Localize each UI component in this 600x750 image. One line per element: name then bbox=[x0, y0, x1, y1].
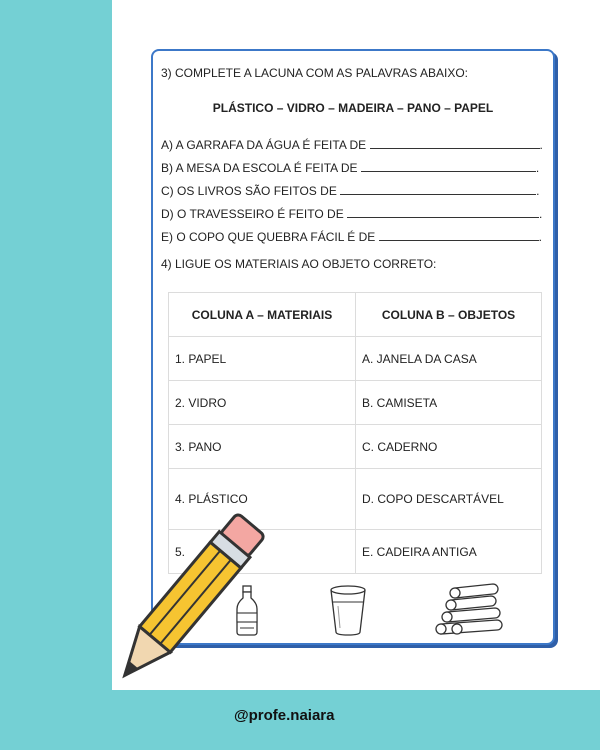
object-cell[interactable]: E. CADEIRA ANTIGA bbox=[356, 530, 542, 574]
pencil-illustration bbox=[100, 505, 270, 700]
period: . bbox=[539, 138, 543, 152]
fill-item-text: E) O COPO QUE QUEBRA FÁCIL É DE bbox=[161, 230, 376, 244]
period: . bbox=[536, 184, 540, 198]
period: . bbox=[538, 230, 542, 244]
fill-item-c bbox=[161, 184, 540, 198]
column-a-header: COLUNA A – MATERIAIS bbox=[169, 293, 356, 337]
table-header-row bbox=[169, 293, 542, 337]
period: . bbox=[535, 161, 540, 175]
column-b-header: COLUNA B – OBJETOS bbox=[356, 293, 542, 337]
fill-item-a bbox=[161, 138, 543, 152]
fill-item-text: C) OS LIVROS SÃO FEITOS DE bbox=[161, 184, 337, 198]
blank-line[interactable] bbox=[340, 184, 536, 195]
material-cell[interactable]: 1. PAPEL bbox=[169, 337, 356, 381]
fill-item-text: B) A MESA DA ESCOLA É FEITA DE bbox=[161, 161, 358, 175]
blank-line[interactable] bbox=[361, 161, 536, 172]
table-row bbox=[169, 381, 542, 425]
object-cell[interactable]: C. CADERNO bbox=[356, 425, 542, 469]
blank-line[interactable] bbox=[370, 138, 540, 149]
object-cell[interactable]: D. COPO DESCARTÁVEL bbox=[356, 469, 542, 530]
fill-item-d bbox=[161, 207, 542, 221]
material-cell[interactable]: 3. PANO bbox=[169, 425, 356, 469]
fill-item-text: A) A GARRAFA DA ÁGUA É FEITA DE bbox=[161, 138, 367, 152]
fill-item-b bbox=[161, 161, 539, 175]
table-row bbox=[169, 425, 542, 469]
fill-item-text: D) O TRAVESSEIRO É FEITO DE bbox=[161, 207, 344, 221]
period: . bbox=[539, 207, 543, 221]
fill-item-e bbox=[161, 230, 542, 244]
wood-logs-icon bbox=[433, 582, 503, 642]
material-cell[interactable]: 4. PLÁSTICO bbox=[169, 469, 356, 530]
material-cell[interactable]: 2. VIDRO bbox=[169, 381, 356, 425]
word-bank: PLÁSTICO – VIDRO – MADEIRA – PANO – PAPEL bbox=[212, 101, 494, 115]
question-3-title: 3) COMPLETE A LACUNA COM AS PALAVRAS ABAIXO: bbox=[161, 66, 468, 80]
object-cell[interactable]: B. CAMISETA bbox=[356, 381, 542, 425]
material-cell[interactable]: 5. bbox=[169, 530, 356, 574]
table-row bbox=[169, 337, 542, 381]
author-handle: @profe.naiara bbox=[234, 707, 335, 724]
blank-line[interactable] bbox=[347, 207, 539, 218]
question-4-title: 4) LIGUE OS MATERIAIS AO OBJETO CORRETO: bbox=[161, 257, 437, 271]
blank-line[interactable] bbox=[379, 230, 539, 241]
object-cell[interactable]: A. JANELA DA CASA bbox=[356, 337, 542, 381]
glass-cup-icon bbox=[327, 584, 369, 638]
